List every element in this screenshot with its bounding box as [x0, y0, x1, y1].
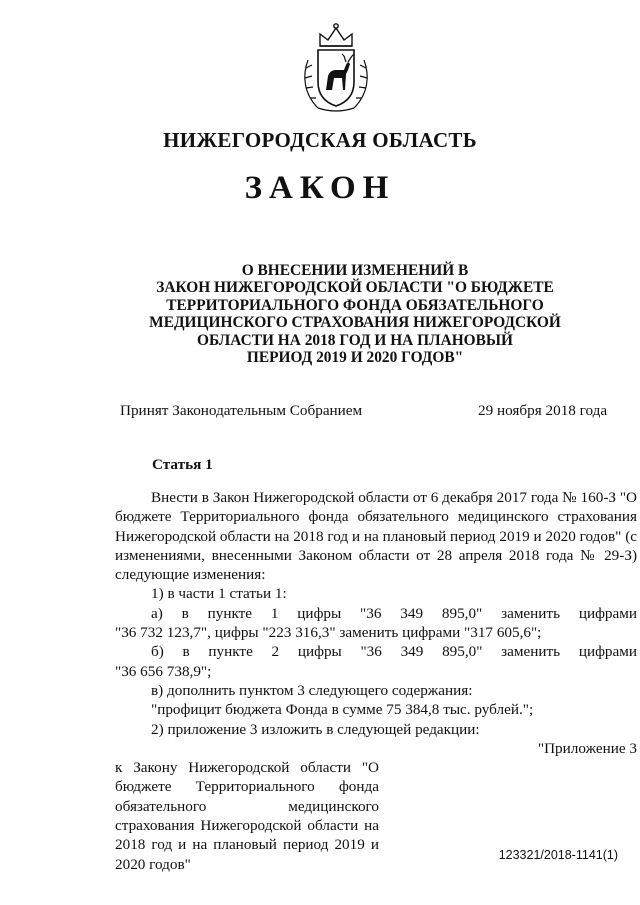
adoption-date: 29 ноября 2018 года — [478, 402, 608, 419]
article-body — [115, 488, 637, 874]
item-1a-line2: "36 732 123,7", цифры "223 316,3" заменить цифрами "317 605,6"; — [115, 624, 542, 642]
item-1c-quote: "профицит бюджета Фонда в сумме 75 384,8 тыс. рублей."; — [151, 701, 534, 719]
item-1c: в) дополнить пунктом 3 следующего содержания: — [151, 681, 473, 699]
item-1b-line2: "36 656 738,9"; — [115, 662, 212, 680]
coat-of-arms-icon — [296, 20, 376, 116]
document-type: ЗАКОН — [244, 170, 396, 206]
law-title-line: МЕДИЦИНСКОГО СТРАХОВАНИЯ НИЖЕГОРОДСКОЙ — [149, 314, 561, 332]
law-title-line: О ВНЕСЕНИИ ИЗМЕНЕНИЙ В — [241, 262, 469, 279]
law-title-line: ЗАКОН НИЖЕГОРОДСКОЙ ОБЛАСТИ "О БЮДЖЕТЕ — [156, 279, 554, 297]
appendix-label: "Приложение 3 — [537, 739, 637, 757]
law-title-line: ПЕРИОД 2019 И 2020 ГОДОВ" — [246, 349, 464, 367]
item-1b-line1: б) в пункте 2 цифры "36 349 895,0" заменить цифрами — [151, 643, 637, 661]
article-intro: Внести в Закон Нижегородской области от 6 декабря 2017 года № 160-З "О бюджете Территориального фонда обязательного медицинского страхования Нижегородской области на 2018 год и на плановый период 2019 и 2020 годов" (с изменениями, внесенными Законом области от 28 апреля 2018 года № 29-З) следующие изменения: — [115, 489, 637, 584]
adopted-by: Принят Законодательным Собранием — [120, 402, 363, 419]
item-1a-line1: а) в пункте 1 цифры "36 349 895,0" заменить цифрами — [151, 604, 637, 622]
appendix-reference: к Закону Нижегородской области "О бюджете Территориального фонда обязательного медицинского страхования Нижегородской области на 2018 год и на плановый период 2019 и 2020 годов" — [115, 759, 379, 873]
item-2: 2) приложение 3 изложить в следующей редакции: — [151, 720, 480, 738]
law-title-line: ТЕРРИТОРИАЛЬНОГО ФОНДА ОБЯЗАТЕЛЬНОГО — [166, 296, 544, 314]
registration-number: 123321/2018-1141(1) — [498, 848, 618, 862]
article-heading: Статья 1 — [152, 456, 213, 473]
law-title — [120, 262, 590, 366]
law-title-line: ОБЛАСТИ НА 2018 ГОД И НА ПЛАНОВЫЙ — [197, 331, 513, 349]
region-name: НИЖЕГОРОДСКАЯ ОБЛАСТЬ — [163, 128, 477, 152]
item-1: 1) в части 1 статьи 1: — [151, 585, 287, 603]
